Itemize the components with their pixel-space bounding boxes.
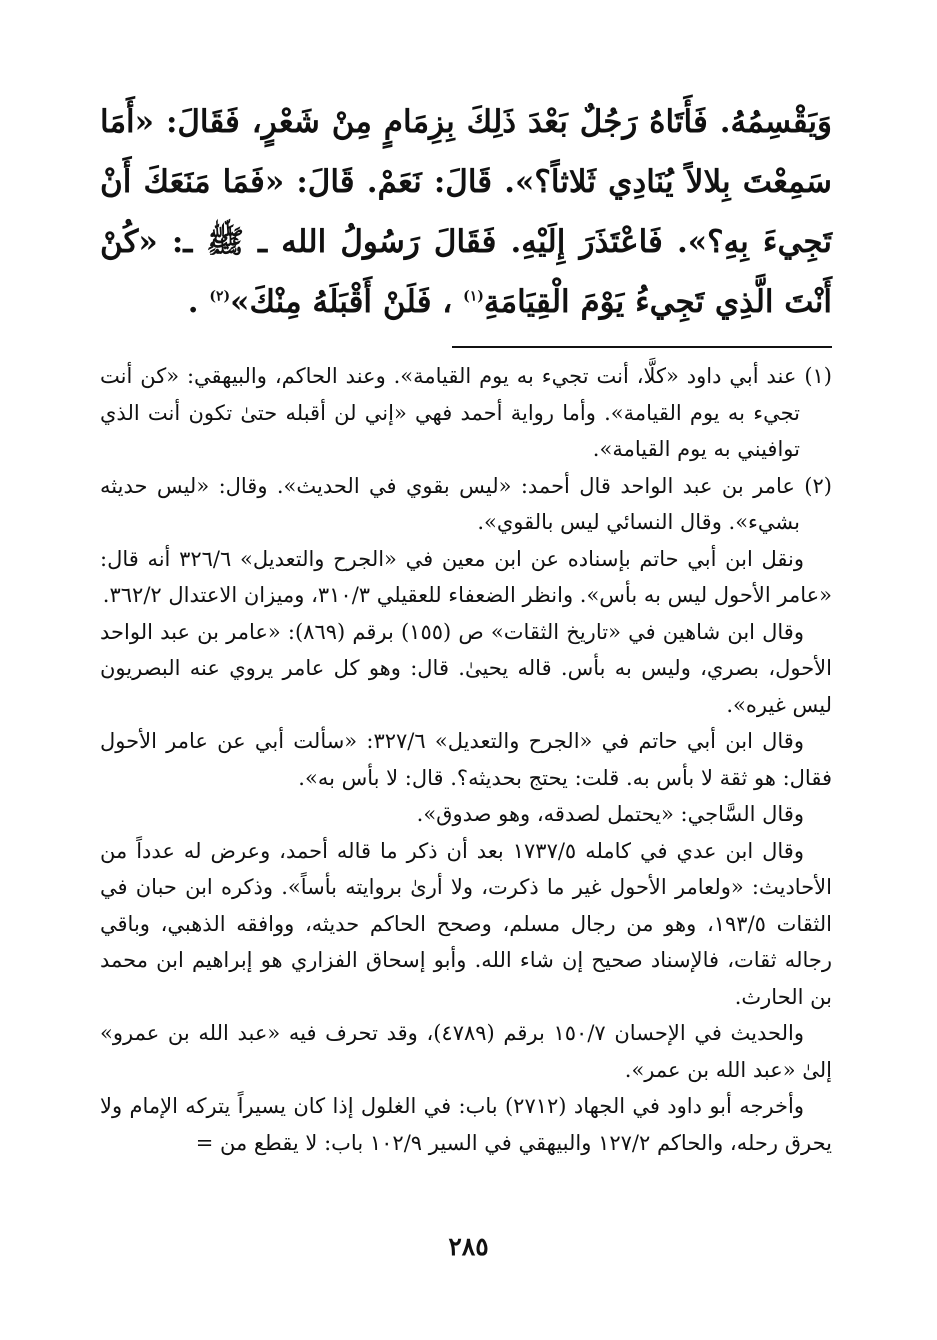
main-line-3b: ، فَلَنْ bbox=[382, 284, 453, 320]
footnote-paragraph-4: وقال السَّاجي: «يحتمل لصدقه، وهو صدوق». bbox=[416, 802, 804, 826]
main-text bbox=[100, 92, 832, 332]
main-line-3: إِلَيْهِ. فَقَالَ رَسُولُ الله ـ ﷺ ـ: «كُنْ أَنْتَ الَّذِي تَجِيءُ يَوْمَ الْقِيَامَةِ bbox=[100, 224, 832, 320]
footnote-paragraph-5: وقال ابن عدي في كامله ١٧٣٧/٥ بعد أن ذكر ما قاله أحمد، وعرض له عدداً من الأحاديث: «ولعامر الأحول غير ما ذكرت، ولا أرىٰ بروايته بأساً». وذكره ابن حبان في الثقات ١٩٣/٥، وهو من رجال مسلم، وصحح الحاكم حديثه، ووافقه الذهبي، وباقي رجاله ثقات، فالإسناد صحيح إن شاء الله. وأبو إسحاق الفزاري هو إبراهيم ابن محمد بن الحارث. bbox=[100, 838, 832, 1009]
footnote-paragraph-1: ونقل ابن أبي حاتم بإسناده عن ابن معين في «الجرح والتعديل» ٣٢٦/٦ أنه قال: «عامر الأحول ليس به بأس». وانظر الضعفاء للعقيلي ٣١٠/٣، وميزان الاعتدال ٣٦٢/٢. bbox=[100, 546, 832, 607]
main-line-1: وَيَقْسِمُهُ. فَأَتَاهُ رَجُلٌ بَعْدَ ذَلِكَ بِزِمَامٍ مِنْ شَعْرٍ، فَقَالَ: «أَمَا سَمِعْتَ بِلالاً bbox=[100, 104, 833, 200]
main-line-4b: . bbox=[187, 284, 210, 320]
footnote-2 bbox=[100, 468, 832, 541]
page-number: ٢٨٥ bbox=[448, 1232, 489, 1261]
main-line-2: يُنَادِي ثَلاثاً؟». قَالَ: نَعَمْ. قَالَ: «فَمَا مَنَعَكَ أَنْ تَجِيءَ بِهِ؟». فَاعْتَذَرَ bbox=[100, 164, 832, 260]
page-body bbox=[100, 92, 832, 1161]
footnote-paragraph-3: وقال ابن أبي حاتم في «الجرح والتعديل» ٣٢٧/٦: «سألت أبي عن عامر الأحول فقال: هو ثقة لا بأس به. قلت: يحتج بحديثه؟. قال: لا بأس به». bbox=[100, 729, 832, 790]
footnote-ref-2[interactable]: (٢) bbox=[209, 288, 231, 305]
footnote-separator bbox=[452, 346, 832, 348]
footnote-1-number: (١) bbox=[804, 364, 832, 388]
footnote-paragraph-6: والحديث في الإحسان ١٥٠/٧ برقم (٤٧٨٩)، وقد تحرف فيه «عبد الله بن عمرو» إلىٰ «عبد الله بن عمر». bbox=[100, 1021, 832, 1082]
footnote-2-number: (٢) bbox=[804, 473, 832, 498]
footnote-2-text: عامر بن عبد الواحد قال أحمد: «ليس بقوي في الحديث». وقال: «ليس حديثه بشيء». وقال النسائي ليس بالقوي». bbox=[100, 473, 800, 534]
footnote-1-text: عند أبي داود «كلَّا، أنت تجيء به يوم القيامة». وعند الحاكم، والبيهقي: «كن أنت تجيء به يوم القيامة». وأما رواية أحمد فهي «إني لن أقبله حتىٰ تكون أنت الذي توافيني به يوم القيامة». bbox=[100, 364, 800, 461]
footnote-paragraph-2: وقال ابن شاهين في «تاريخ الثقات» ص (١٥٥) برقم (٨٦٩): «عامر بن عبد الواحد الأحول، بصري، وليس به بأس. قاله يحيىٰ. قال: وهو كل عامر يروي عنه البصريون ليس غيره». bbox=[100, 619, 832, 717]
footnote-paragraph-7: وأخرجه أبو داود في الجهاد (٢٧١٢) باب: في الغلول إذا كان يسيراً يتركه الإمام ولا يحرق رحله، والحاكم ١٢٧/٢ والبيهقي في السير ١٠٢/٩ باب: لا يقطع من = bbox=[100, 1094, 832, 1155]
footnote-1 bbox=[100, 358, 832, 468]
main-line-4: أَقْبَلَهُ مِنْكَ» bbox=[230, 284, 373, 320]
footnote-ref-1[interactable]: (١) bbox=[463, 288, 484, 305]
